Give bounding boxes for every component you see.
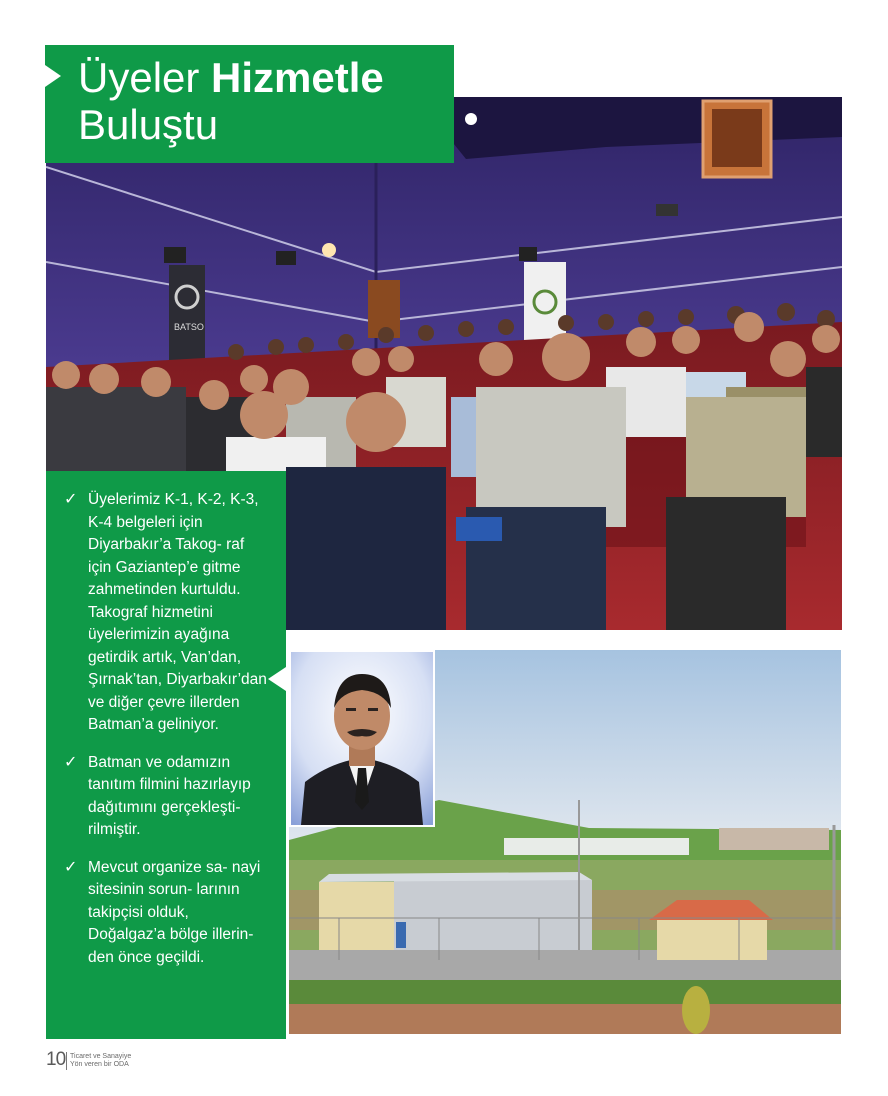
bullet-item: [64, 489, 268, 737]
bullet-item: [64, 752, 268, 842]
checkmark-icon: ✓: [64, 491, 78, 508]
footer-tagline-2: Yön veren bir ODA: [70, 1061, 129, 1068]
portrait-photo: [289, 650, 435, 827]
bullet-item: [64, 857, 268, 970]
checkmark-icon: ✓: [64, 858, 78, 876]
footer-tagline-1: Ticaret ve Sanayiye: [70, 1053, 132, 1060]
bullet-notch: [268, 667, 286, 691]
title-line2: Buluştu: [78, 101, 219, 148]
bullet-text: Batman ve odamızın tanıtım filmini hazırlayıp dağıtımını gerçekleşti- rilmiştir.: [88, 753, 251, 838]
title-regular: Üyeler: [78, 54, 200, 101]
title-box: [45, 45, 454, 163]
bullet-text: Mevcut organize sa- nayi sitesinin sorun- larının takipçisi olduk, Doğalgaz’a bölge illerin- den önce geçildi.: [88, 858, 261, 966]
bullet-box: [46, 471, 286, 1039]
bullet-text: Üyelerimiz K-1, K-2, K-3, K-4 belgeleri için Diyarbakır’a Takog- raf için Gaziantep’e gitme zahmetinden kurtuldu. Takograf hizmetini üyelerimizin ayağına getirdik artık, Van’dan, Şırnak’tan, Diyarbakır’dan ve diğer çevre illerden Batman’a geliniyor.: [88, 491, 267, 733]
bullet-list: [46, 471, 286, 969]
hall-banner-text: BATSO: [174, 322, 204, 332]
title-bold: Hizmetle: [211, 54, 384, 101]
footer-divider: [66, 1052, 67, 1070]
page-title: [78, 54, 384, 148]
page-number: 10: [46, 1049, 66, 1070]
checkmark-icon: ✓: [64, 753, 78, 771]
title-notch: [45, 65, 61, 87]
